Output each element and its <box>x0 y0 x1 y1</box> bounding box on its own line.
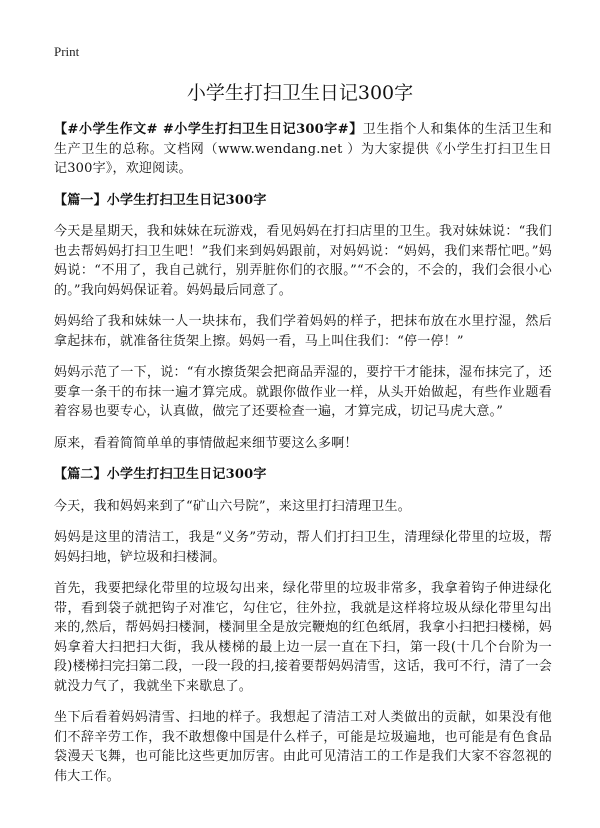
section-2-paragraph-1: 今天，我和妈妈来到了“矿山六号院”，来这里打扫清理卫生。 <box>54 498 411 514</box>
intro-paragraph <box>54 120 552 179</box>
section-1-paragraph-2: 妈妈给了我和妹妹一人一块抹布，我们学着妈妈的样子，把抹布放在水里拧湿，然后拿起抹布，就准备往货架上擦。妈妈一看，马上叫住我们：“停一停！” <box>54 314 552 349</box>
section-1-paragraph-3: 妈妈示范了一下，说：“有水擦货架会把商品弄湿的，要拧干才能抹，湿布抹完了，还要拿一条干的布抹一遍才算完成。就跟你做作业一样，从头开始做起，有些作业题看着容易也要专心，认真做，做完了还要检查一遍，才算完成，切记马虎大意。” <box>54 365 552 419</box>
section-heading-1: 【篇一】小学生打扫卫生日记300字 <box>54 192 267 208</box>
intro-tag: 【#小学生作文# #小学生打扫卫生日记300字#】 <box>54 122 363 137</box>
section-2-paragraph-3: 首先，我要把绿化带里的垃圾勾出来，绿化带里的垃圾非常多，我拿着钩子伸进绿化带，看到袋子就把钩子对准它，勾住它，往外拉，我就是这样将垃圾从绿化带里勾出来的,然后，帮妈妈扫楼洞，楼洞里全是放完鞭炮的红色纸屑，我拿小扫把扫楼梯，妈妈拿着大扫把扫大街，我从楼梯的最上边一层一直在下扫，第一段(十几个台阶为一段)楼梯扫完扫第二段，一段一段的扫,接着要帮妈妈清雪，这话，我可不行，清了一会就没力气了，我就坐下来歇息了。 <box>54 581 553 694</box>
section-heading-2: 【篇二】小学生打扫卫生日记300字 <box>54 467 267 482</box>
article-body <box>54 120 552 798</box>
intro-text: 卫生指个人和集体的生活卫生和生产卫生的总称。文档网（www.wendang.net ）为大家提供《小学生打扫卫生日记300字》，欢迎阅读。 <box>54 122 552 176</box>
section-1-paragraph-1: 今天是星期天，我和妹妹在玩游戏，看见妈妈在打扫店里的卫生。我对妹妹说：“我们也去帮妈妈打扫卫生吧！”我们来到妈妈跟前，对妈妈说：“妈妈，我们来帮忙吧。”妈妈说：“不用了，我自己就行，别弄脏你们的衣服。”“不会的，不会的，我们会很小心的。”我向妈妈保证着。妈妈最后同意了。 <box>54 224 552 298</box>
section-2-paragraph-4: 坐下后看着妈妈清雪、扫地的样子。我想起了清洁工对人类做出的贡献，如果没有他们不辞辛劳工作，我不敢想像中国是什么样子，可能是垃圾遍地，也可能是有色食品袋漫天飞舞，也可能比这些更加厉害。由此可见清洁工的工作是我们大家不容忽视的伟大工作。 <box>54 710 552 784</box>
section-2-paragraph-2: 妈妈是这里的清洁工，我是“义务”劳动，帮人们打扫卫生，清理绿化带里的垃圾，帮妈妈扫地，铲垃圾和扫楼洞。 <box>54 530 552 565</box>
section-1-paragraph-4: 原来，看着简简单单的事情做起来细节要这么多啊！ <box>54 435 358 451</box>
print-label: Print <box>54 44 80 59</box>
page-title: 小学生打扫卫生日记300字 <box>186 82 414 104</box>
